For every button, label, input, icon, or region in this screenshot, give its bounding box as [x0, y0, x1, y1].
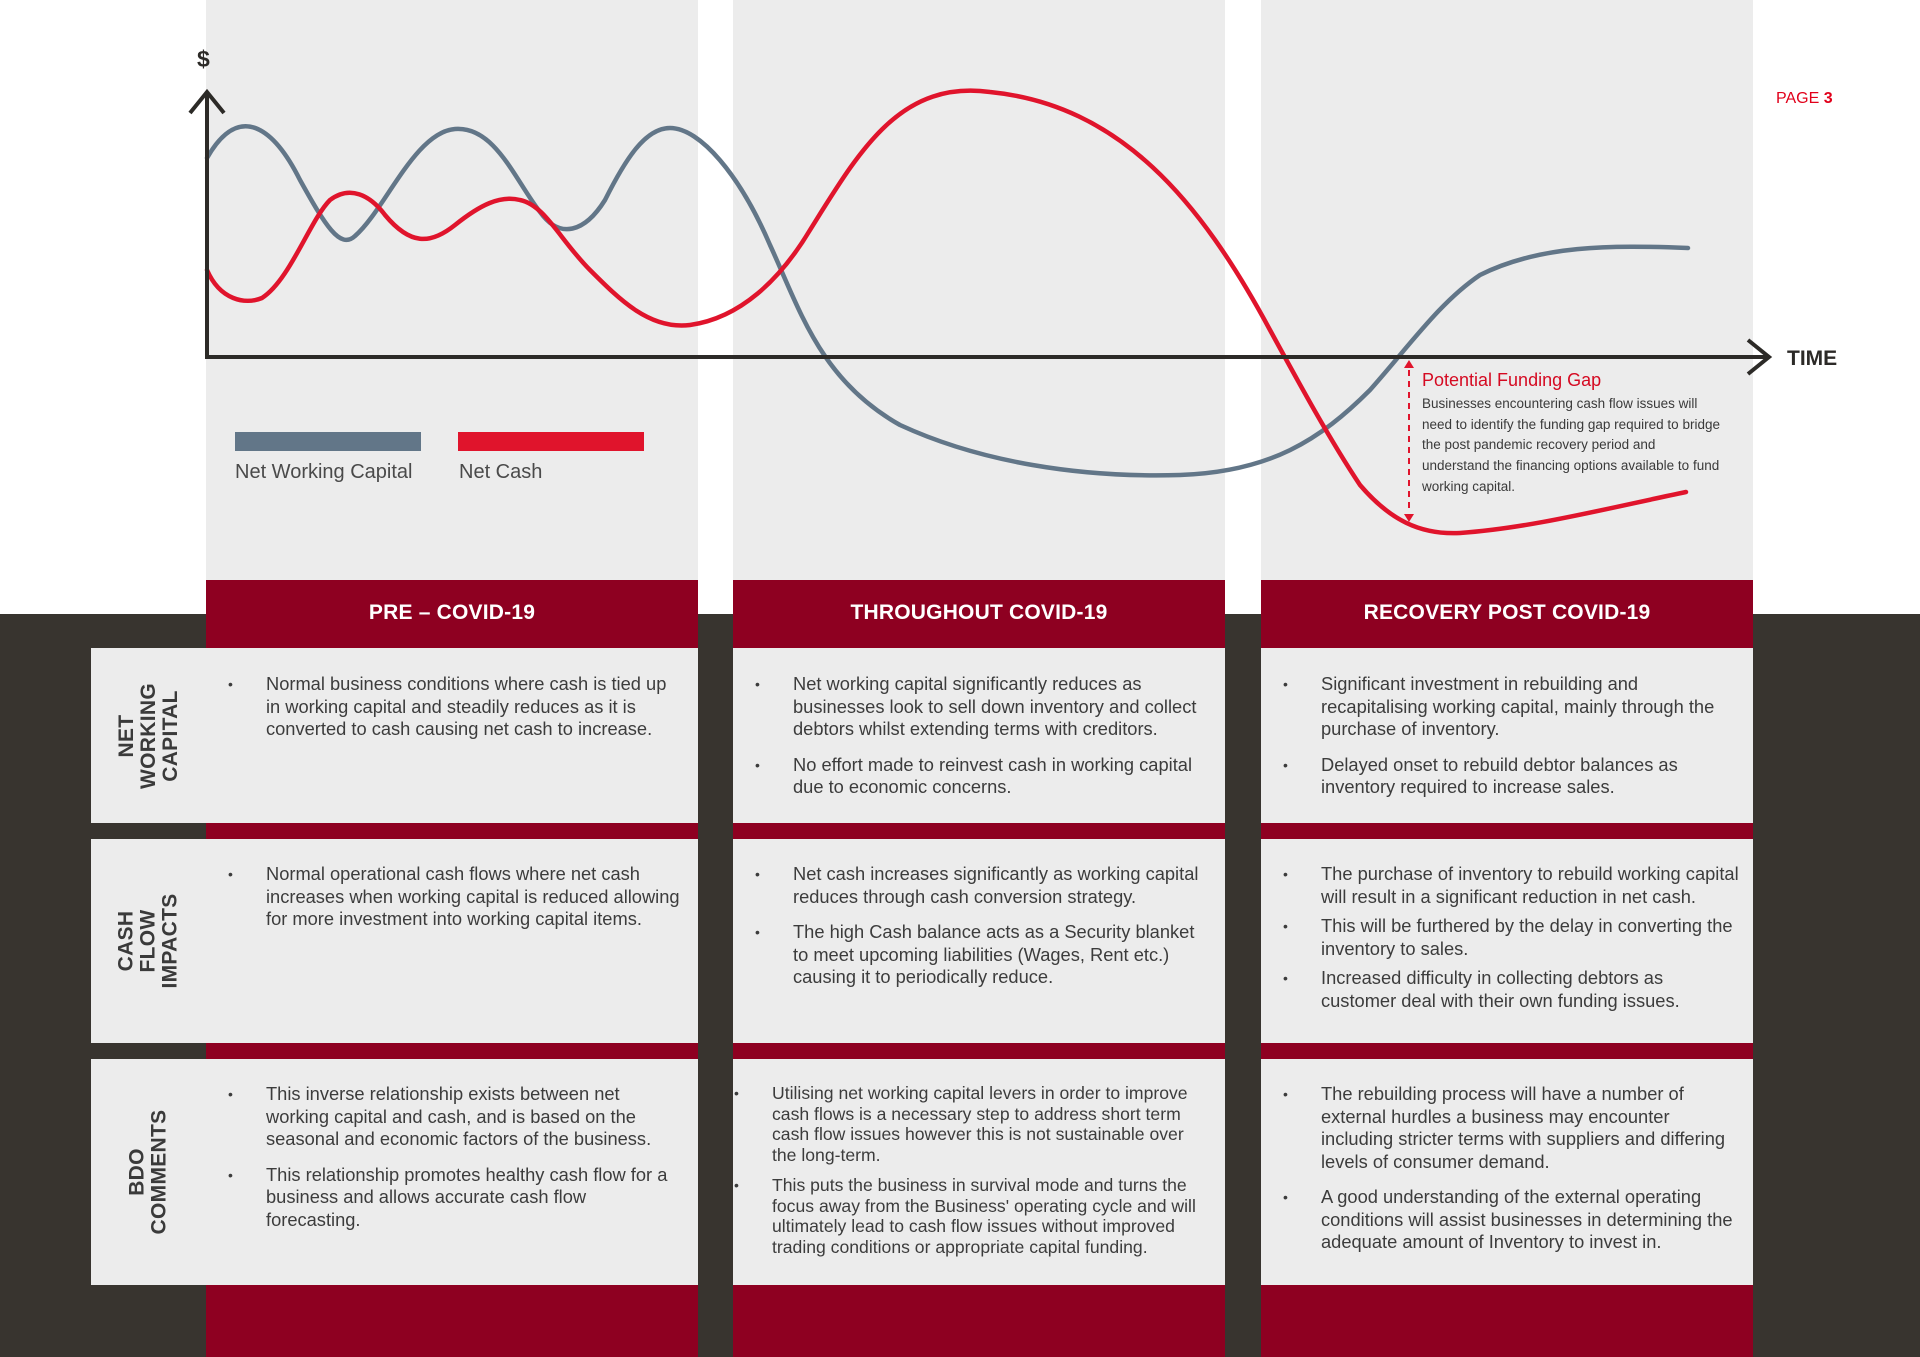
bullet-item: • Normal business conditions where cash is tied up in working capital and steadily reduces as it is converted to cash causing net cash to increase. — [266, 673, 678, 741]
bullet-item: • Significant investment in rebuilding and recapitalising working capital, mainly through the purchase of inventory. — [1321, 673, 1737, 741]
legend-swatch-net-working-capital — [235, 432, 421, 451]
bullet-item: • The high Cash balance acts as a Security blanket to meet upcoming liabilities (Wages, Rent etc.) causing it to periodically reduce. — [793, 921, 1205, 989]
bullet-item: • Net cash increases significantly as working capital reduces through cash conversion strategy. — [793, 863, 1205, 908]
funding-gap-description: Businesses encountering cash flow issues will need to identify the funding gap required to bridge the post pandemic recovery period and understand the financing options available to fund working capital. — [1422, 396, 1720, 494]
bullet-item: • A good understanding of the external operating conditions will assist businesses in determining the adequate amount of Inventory to invest in. — [1321, 1186, 1737, 1254]
cell-recovery-bdo-comments — [1261, 1059, 1753, 1285]
cell-recovery-net-working-capital — [1261, 648, 1753, 823]
x-axis-label: TIME — [1787, 347, 1838, 370]
cell-throughout-net-working-capital — [733, 648, 1225, 823]
bullet-item: • Utilising net working capital levers in order to improve cash flows is a necessary step to address short term cash flow issues however this is not sustainable over the long-term. — [772, 1083, 1203, 1165]
row-label-cash-flow-impacts — [91, 839, 206, 1043]
row-label-text: BDO COMMENTS — [125, 1109, 171, 1235]
cell-pre-cash-flow-impacts — [206, 839, 698, 1043]
row-label-bdo-comments — [91, 1059, 206, 1285]
funding-gap-arrow-top — [1404, 360, 1414, 368]
bullet-item: • Net working capital significantly reduces as businesses look to sell down inventory and collect debtors whilst extending terms with creditors. — [793, 673, 1205, 741]
bullet-item: • The rebuilding process will have a number of external hurdles a business may encounter including stricter terms with suppliers and differing levels of consumer demand. — [1321, 1083, 1737, 1173]
cell-pre-net-working-capital — [206, 648, 698, 823]
bullet-item: • This puts the business in survival mode and turns the focus away from the Business' operating cycle and will ultimately lead to cash flow issues without improved trading conditions or appropriate capital funding. — [772, 1175, 1203, 1257]
cell-pre-bdo-comments — [206, 1059, 698, 1285]
bullet-item: • Delayed onset to rebuild debtor balances as inventory required to increase sales. — [1321, 754, 1737, 799]
y-axis-label: $ — [197, 46, 210, 72]
cell-recovery-cash-flow-impacts — [1261, 839, 1753, 1043]
row-label-text: NET WORKING CAPITAL — [114, 682, 182, 789]
bullet-item: • Increased difficulty in collecting debtors as customer deal with their own funding issues. — [1321, 967, 1739, 1012]
row-label-net-working-capital — [91, 648, 206, 823]
column-header-throughout: THROUGHOUT COVID-19 — [850, 601, 1108, 624]
row-label-text: CASH FLOW IMPACTS — [114, 893, 182, 989]
page-number: PAGE 3 — [1776, 90, 1833, 107]
cell-throughout-cash-flow-impacts — [733, 839, 1225, 1043]
funding-gap-title: Potential Funding Gap — [1422, 370, 1602, 390]
legend-swatch-net-cash — [458, 432, 644, 451]
legend-label-net-working-capital: Net Working Capital — [235, 461, 413, 483]
bullet-item: • This inverse relationship exists between net working capital and cash, and is based on the seasonal and economic factors of the business. — [266, 1083, 678, 1151]
bullet-item: • This will be furthered by the delay in converting the inventory to sales. — [1321, 915, 1739, 960]
bullet-item: • The purchase of inventory to rebuild working capital will result in a significant reduction in net cash. — [1321, 863, 1739, 908]
column-header-pre: PRE – COVID-19 — [368, 601, 536, 624]
bullet-item: • This relationship promotes healthy cash flow for a business and allows accurate cash flow forecasting. — [266, 1164, 678, 1232]
legend-label-net-cash: Net Cash — [459, 461, 543, 483]
bullet-item: • Normal operational cash flows where net cash increases when working capital is reduced allowing for more investment into working capital items. — [266, 863, 682, 931]
bullet-item: • No effort made to reinvest cash in working capital due to economic concerns. — [793, 754, 1205, 799]
cell-throughout-bdo-comments — [733, 1059, 1225, 1285]
column-header-recovery: RECOVERY POST COVID-19 — [1363, 601, 1651, 624]
